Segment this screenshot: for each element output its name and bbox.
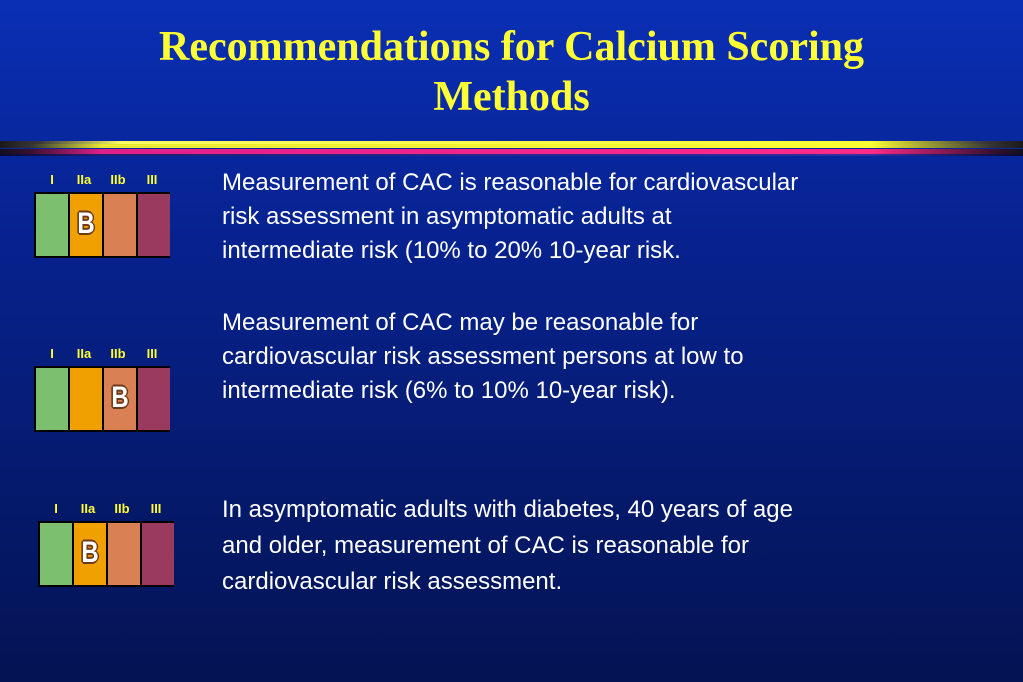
class-label-iia: IIa [76, 346, 92, 361]
rec-line: In asymptomatic adults with diabetes, 40 years of age [222, 496, 793, 523]
level-of-evidence: B [81, 536, 99, 569]
class-iib-box [108, 523, 140, 585]
rec-line: risk assessment in asymptomatic adults at [222, 203, 672, 230]
class-label-iib: IIb [110, 346, 126, 361]
recommendation-text-2 [222, 306, 982, 408]
class-label-iib: IIb [114, 501, 130, 516]
class-label-i: I [50, 172, 54, 187]
rec-line: cardiovascular risk assessment. [222, 568, 563, 595]
class-label-iii: III [150, 501, 162, 516]
class-iii-box [138, 368, 170, 430]
class-boxes [34, 366, 170, 432]
class-label-i: I [50, 346, 54, 361]
class-iib-box [104, 194, 136, 256]
title-line-2: Methods [433, 74, 590, 120]
rec-line: intermediate risk (10% to 20% 10-year risk. [222, 237, 681, 264]
class-labels [38, 501, 178, 521]
class-label-iia: IIa [80, 501, 96, 516]
class-i-box [36, 368, 68, 430]
class-iia-box [70, 368, 102, 430]
class-label-iii: III [146, 172, 158, 187]
class-indicator-3 [38, 501, 178, 587]
level-of-evidence: B [111, 381, 129, 414]
title-line-1: Recommendations for Calcium Scoring [159, 24, 864, 70]
slide-title [0, 22, 1023, 122]
class-i-box [36, 194, 68, 256]
class-indicator-2 [34, 346, 174, 432]
class-label-iii: III [146, 346, 158, 361]
rec-line: Measurement of CAC is reasonable for cardiovascular [222, 169, 799, 196]
rec-line: Measurement of CAC may be reasonable for [222, 309, 699, 336]
class-boxes [38, 521, 174, 587]
class-label-iib: IIb [110, 172, 126, 187]
rec-line: and older, measurement of CAC is reasonable for [222, 532, 749, 559]
class-label-i: I [54, 501, 58, 516]
class-indicator-1 [34, 172, 174, 258]
class-iia-box [70, 194, 102, 256]
rec-line: intermediate risk (6% to 10% 10-year risk). [222, 377, 676, 404]
recommendation-text-1 [222, 166, 982, 268]
class-iii-box [138, 194, 170, 256]
class-boxes [34, 192, 170, 258]
recommendation-text-3 [222, 492, 982, 600]
class-iia-box [74, 523, 106, 585]
rec-line: cardiovascular risk assessment persons at low to [222, 343, 744, 370]
class-labels [34, 346, 174, 366]
title-divider [0, 141, 1023, 158]
level-of-evidence: B [77, 207, 95, 240]
class-labels [34, 172, 174, 192]
class-label-iia: IIa [76, 172, 92, 187]
class-iii-box [142, 523, 174, 585]
class-iib-box [104, 368, 136, 430]
class-i-box [40, 523, 72, 585]
